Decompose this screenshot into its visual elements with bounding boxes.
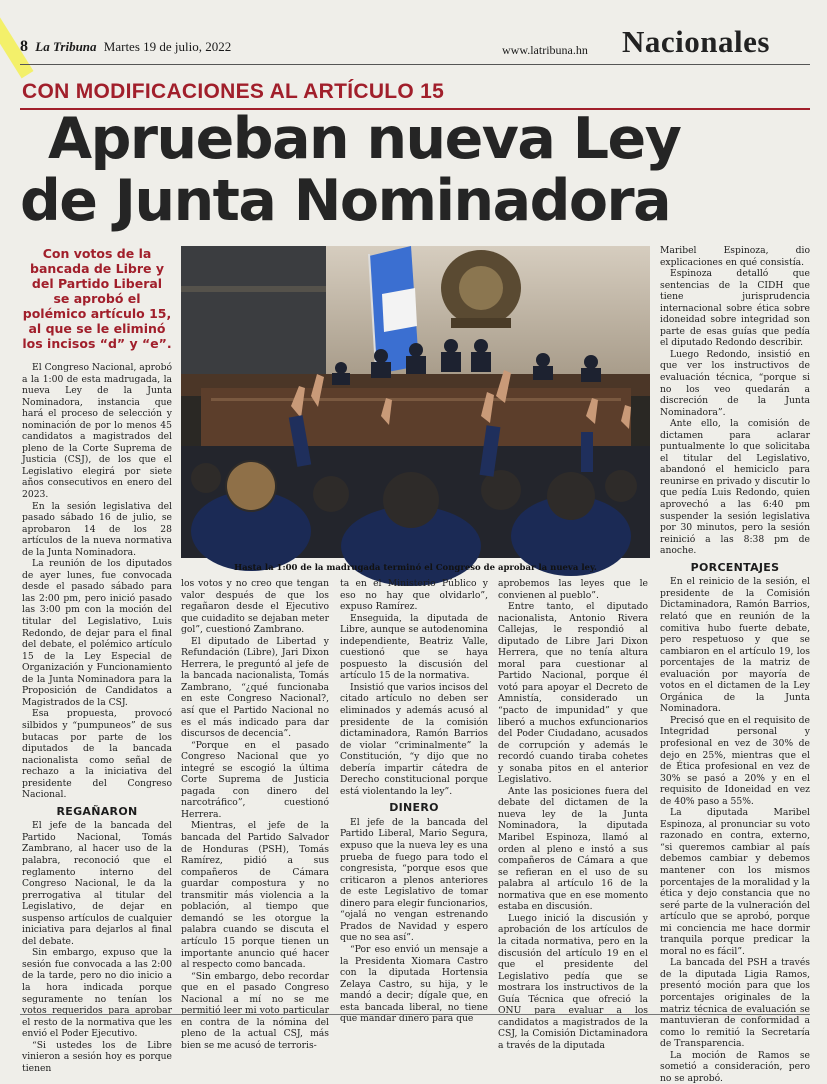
paragraph: Sin embargo, expuso que la sesión fue convocada a las 2:00 de la tarde, pero no dio inicio a la hora indicada porque seguramente no tenían los votos requeridos para aprobar el resto de la normativa que les envió el Poder Ejecutivo. [22,947,172,1040]
newspaper-brand: La Tribuna [35,39,97,54]
paragraph: La moción de Ramos se sometió a consideración, pero no se aprobó. [660,1049,810,1084]
issue-date: Martes 19 de julio, 2022 [103,39,232,54]
footer-rule [20,1014,810,1015]
headline-line-1: Aprueban nueva Ley [48,106,681,172]
headline-line-2: de Junta Nominadora [20,168,671,234]
folio [20,38,231,56]
subhead-reganaron: REGAÑARON [56,804,138,818]
paragraph: Ante las posiciones fuera del debate del dictamen de la nueva ley de la Junta Nominadora, la diputada Maribel Espinoza, llamó al orden al pleno e instó a sus compañeros de Cámara a que se refieran en el uso de su palabra al artículo 16 de la normativa que en ese momento estaba en discusión. [498,785,648,913]
paragraph: Espinoza detalló que sentencias de la CIDH que tiene jurisprudencia internacional sobre ética sobre idoneidad sobre integridad son parte de esas guías que pedía el diputado Redondo describir. [660,268,810,349]
paragraph: En la sesión legislativa del pasado sábado 16 de julio, se aprobaron 14 de los 28 artículos de la nueva normativa de la Junta Nominadora. [22,500,172,558]
header-rule [20,64,810,65]
paragraph: El diputado de Libertad y Refundación (Libre), Jari Dixon Herrera, le preguntó al jefe de la bancada nacionalista, Tomás Zambrano, “¿qué funcionaba en este Congreso Nacional?, así que el Partido Nacional no es el más indicado para dar discursos de decencia”. [181,635,329,740]
paragraph: Luego Redondo, insistió en que ver los instructivos de evaluación técnica, “porque si no los veo quedarán a discreción de la Junta Nominadora”. [660,348,810,418]
paragraph: En el reinicio de la sesión, el presidente de la Comisión Dictaminadora, Ramón Barrios, relató que en reunión de la comitiva hubo fuerte debate, pero respetuoso y que se cambiaron en el artículo 19, los porcentajes de la matriz de evaluación por mayoría de votos en el dictamen de la Ley Orgánica de la Junta Nominadora. [660,576,810,715]
section-title: Nacionales [622,24,770,59]
congress-photo [181,246,650,558]
article-column-2 [181,578,329,1051]
paragraph: El jefe de la bancada del Partido Nacional, Tomás Zambrano, al hacer uso de la palabra, reconoció que el reglamento interno del Congreso Nacional, le da la prerrogativa al titular del Legislativo, de dejar en suspenso artículos de cualquier iniciativa para dejarlos al final del debate. [22,820,172,947]
paragraph: Ante ello, la comisión de dictamen para aclarar puntualmente lo que solicitaba el titular del Legislativo, abandonó el hemiciclo para reunirse en privado y discutir lo que pedía Luis Redondo, quien aprovechó a las 6:40 pm suspender la sesión legislativa por 30 minutos, pero la sesión reinició a las 8:38 pm de anoche. [660,418,810,557]
article-column-3 [340,578,488,1025]
paragraph: Mientras, el jefe de la bancada del Partido Salvador de Honduras (PSH), Tomás Ramírez, pidió a sus compañeros de Cámara guardar compostura y no transmitir más violencia a la población, al tiempo que demandó se les otorgue la palabra cuando se discuta el artículo 15 porque tienen un importante anuncio qué hacer al respecto como bancada. [181,820,329,971]
paragraph: “Por eso envió un mensaje a la Presidenta Xiomara Castro con la diputada Hortensia Zelaya Castro, su hija, y le mandó a decir; dígale que, en esta bancada liberal, no tiene que mandar dinero para que [340,943,488,1025]
paragraph: La bancada del PSH a través de la diputada Ligia Ramos, presentó moción para que los porcentajes originales de la matriz técnica de evaluación se mantuvieran de conformidad a como lo remitió la Secretaría de Transparencia. [660,957,810,1050]
website-url: www.latribuna.hn [502,43,588,57]
page-number: 8 [20,38,28,55]
congress-photo-illustration [181,246,650,558]
paragraph: ta en el Ministerio Público y eso no hay que olvidarlo”, expuso Ramírez. [340,578,488,613]
article-headline [20,108,820,232]
paragraph: Esa propuesta, provocó silbidos y “pumpuneos” de sus butacas por parte de los diputados de la bancada nacionalista como señal de rechazo a la iniciativa del presidente del Congreso Nacional. [22,708,172,801]
paragraph: “Sin embargo, debo recordar que en el pasado Congreso Nacional a mí no se me permitió leer mi voto particular en contra de la nómina del pleno de la actual CSJ, más bien se me acusó de terroris- [181,970,329,1051]
article-deck: Con votos de la bancada de Libre y del Partido Liberal se aprobó el polémico artículo 15, al que se le eliminó los incisos “d” y “e”. [22,246,172,351]
article-kicker: CON MODIFICACIONES AL ARTÍCULO 15 [22,80,445,103]
article-column-5 [660,245,810,1084]
paragraph: los votos y no creo que tengan valor después de que los regañaron desde el Ejecutivo que cuidadito se dejaban meter gol”, cuestionó Zambrano. [181,578,329,636]
photo-caption: Hasta la 1:00 de la madrugada terminó el Congreso de aprobar la nueva ley. [234,563,597,573]
paragraph: Maribel Espinoza, dio explicaciones en qué consistía. [660,245,810,268]
paragraph: Enseguida, la diputada de Libre, aunque se autodenomina independiente, Beatriz Valle, cuestionó que se haya pospuesto la discusión del artículo 15 de la normativa. [340,612,488,682]
paragraph: La reunión de los diputados de ayer lunes, fue convocada desde el pasado sábado para las 2:00 pm, pero inició pasado las 3:00 pm con la moción del titular del Legislativo, Luis Redondo, de dejar para el final del debate, el polémico artículo 15 de la Ley Especial de Organización y Funcionamiento de la Junta Nominadora para la Proposición de Candidatos a Magistrados de la CSJ. [22,558,172,708]
article-column-1 [22,362,172,1074]
paragraph: aprobemos las leyes que le convienen al pueblo”. [498,578,648,601]
subhead-dinero: DINERO [389,801,439,815]
paragraph: El jefe de la bancada del Partido Liberal, Mario Segura, expuso que la nueva ley es una prueba de fuego para todo el congresista, “porque esos que criticaron a plenos anteriores de este Legislativo de tomar dinero para elegir funcionarios, “ojalá no vengan estrenando Prados de Navidad y espero que no sea así”. [340,816,488,944]
paragraph: Entre tanto, el diputado nacionalista, Antonio Rivera Callejas, le respondió al diputado de Libre Jari Dixon Herrera, que no tenía altura moral para cuestionar al Partido Nacional, porque él votó para apoyar el Decreto de Amnistía, considerado un “pacto de impunidad” y que liberó a muchos exfuncionarios del Poder Ciudadano, acusados de corrupción y además le recordó cuando tiraba cohetes y sonaba pitos en el anterior Legislativo. [498,601,648,786]
paragraph: “Porque en el pasado Congreso Nacional que yo integré se escogió la última Corte Suprema de Justicia pagada con dinero del narcotráfico”, cuestionó Herrera. [181,739,329,820]
paragraph: Insistió que varios incisos del citado artículo no deben ser eliminados y además acusó al presidente de la comisión dictaminadora, Ramón Barrios de violar “criminalmente” la Constitución, “y dijo que no debería impartir cátedra de Derecho constitucional porque está violentando la ley”. [340,681,488,797]
paragraph: Luego inició la discusión y aprobación de los artículos de la citada normativa, pero en la discusión del artículo 19 en el que el presidente del Legislativo pedía que se mostrara los instructivos de la Guía Técnica que ofreció la ONU para evaluar a los candidatos a magistrados de la CSJ, la Comisión Dictaminadora a través de la diputada [498,912,648,1051]
paragraph: El Congreso Nacional, aprobó a la 1:00 de esta madrugada, la nueva Ley de la Junta Nominadora, instancia que hará el proceso de selección y nominación de por lo menos 45 candidatos a magistrados del pleno de la Corte Suprema de Justicia (CSJ), de los que el Legislativo elegirá por siete años consecutivos en enero del 2023. [22,362,172,501]
article-column-4 [498,578,648,1051]
paragraph: “Si ustedes los de Libre vinieron a sesión hoy es porque tienen [22,1039,172,1074]
paragraph: La diputada Maribel Espinoza, al pronunciar su voto razonado en contra, externo, “si queremos cambiar al país debemos cambiar y debemos mantener con los mismos porcentajes de la moralidad y la ética y dejo constancia que no seré parte de la vulneración del artículo que se aprobó, porque mi conciencia me hace dormir tranquila porque predicar la moral no es fácil”. [660,807,810,957]
subhead-porcentajes: PORCENTAJES [690,560,780,574]
paragraph: Precisó que en el requisito de Integridad personal y profesional en vez de 30% de dejo en 25%, mientras que el de Ética profesional en vez de 30% se pasó a 20% y en el requisito de Idoneidad en vez de 40% paso a 55%. [660,714,810,807]
